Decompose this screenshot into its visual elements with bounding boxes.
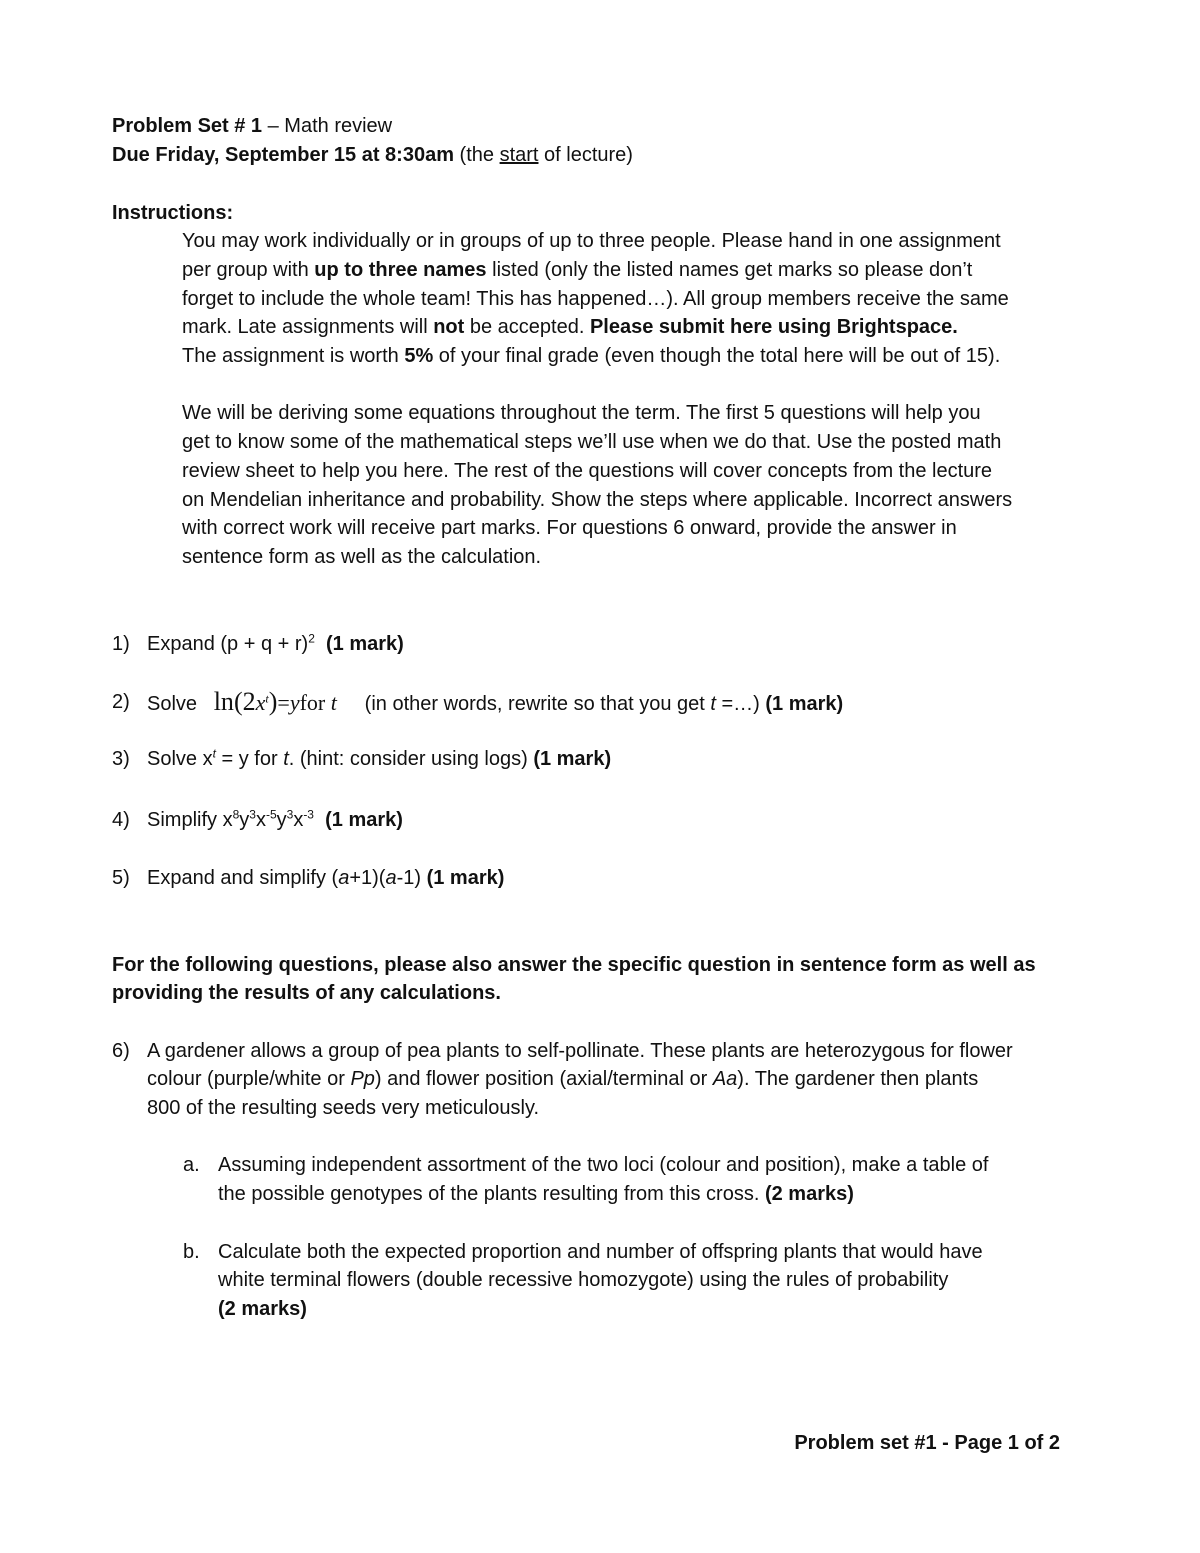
- q5-mid: +1)(: [349, 867, 386, 889]
- p1-l5-bold: 5%: [404, 345, 434, 367]
- q6-line1: A gardener allows a group of pea plants to self-pollinate. These plants are heterozygous for flower: [147, 1040, 1013, 1062]
- instructions-p2-line5: with correct work will receive part marks. For questions 6 onward, provide the answer in: [182, 517, 957, 539]
- title-rest: – Math review: [262, 115, 393, 137]
- q3-text: [147, 745, 611, 773]
- q6a-label: a.: [183, 1154, 200, 1176]
- q4-y1: y: [239, 809, 250, 831]
- q6-number: 6): [112, 1040, 130, 1062]
- q3-pre: Solve x: [147, 748, 213, 770]
- q4-marks: (1 mark): [325, 809, 403, 831]
- p1-l2-pre: per group with: [182, 259, 315, 281]
- q2-equation: [213, 687, 337, 716]
- q2-text: [147, 688, 843, 718]
- q2-hint-post: =…): [715, 693, 766, 715]
- q4-text: [147, 806, 403, 834]
- section-note-line1: For the following questions, please also answer the specific question in sentence form as well as: [112, 954, 1036, 976]
- instructions-p1-line2: [182, 256, 972, 284]
- instructions-p1-line5: [182, 342, 1000, 370]
- eq-sup: t: [265, 691, 269, 706]
- eq-close: ): [268, 687, 278, 716]
- q4-s5: -3: [303, 807, 314, 822]
- eq-for: for: [299, 690, 331, 715]
- due-pre: (the: [454, 144, 500, 166]
- q5-a1: a: [338, 867, 350, 889]
- q3-marks: (1 mark): [533, 748, 612, 770]
- instructions-p2-line2: get to know some of the mathematical steps we’ll use when we do that. Use the posted math: [182, 431, 1002, 453]
- q6b-line1: Calculate both the expected proportion and number of offspring plants that would have: [218, 1241, 983, 1263]
- q6-line2: [147, 1065, 978, 1093]
- due-date: [112, 141, 633, 169]
- section-note-line2: providing the results of any calculations.: [112, 982, 501, 1004]
- eq-t: t: [330, 690, 337, 715]
- p1-l4-pre: mark. Late assignments will: [182, 316, 434, 338]
- q1-marks: (1 mark): [326, 633, 404, 655]
- q4-pre: Simplify x: [147, 809, 233, 831]
- q4-s4: 3: [286, 807, 294, 822]
- q5-number: 5): [112, 867, 130, 889]
- q3-post: . (hint: consider using logs): [288, 748, 534, 770]
- instructions-p2-line4: on Mendelian inheritance and probability. Show the steps where applicable. Incorrect answers: [182, 489, 1013, 511]
- instructions-p1-line3: forget to include the whole team! This has happened…). All group members receive the same: [182, 288, 1009, 310]
- instructions-p2-line3: review sheet to help you here. The rest of the questions will cover concepts from the lecture: [182, 460, 993, 482]
- instructions-p2-line1: We will be deriving some equations throughout the term. The first 5 questions will help you: [182, 402, 981, 424]
- q5-post: -1): [396, 867, 427, 889]
- q6-genotype-aa: Aa: [712, 1068, 738, 1090]
- q6a-line2: [218, 1180, 854, 1208]
- q6-l2-mid: ) and flower position (axial/terminal or: [374, 1068, 713, 1090]
- q4-y2: y: [276, 809, 287, 831]
- p1-l2-post: listed (only the listed names get marks so please don’t: [486, 259, 973, 281]
- q6-line3: 800 of the resulting seeds very meticulously.: [147, 1097, 540, 1119]
- q6b-marks: (2 marks): [218, 1298, 307, 1320]
- q5-marks: (1 mark): [426, 867, 505, 889]
- p1-l4-mid: be accepted.: [464, 316, 590, 338]
- q2-hint-pre: (in other words, rewrite so that you get: [364, 693, 711, 715]
- q2-hint-t: t: [710, 693, 716, 715]
- q6-l2-post: ). The gardener then plants: [737, 1068, 979, 1090]
- q1-pre: Expand (p + q + r): [147, 633, 309, 655]
- q5-a2: a: [385, 867, 397, 889]
- q4-s2: 3: [249, 807, 256, 822]
- p1-l4-bold1: not: [433, 316, 465, 338]
- q6b-label: b.: [183, 1241, 200, 1263]
- p1-l4-bold2: Please submit here using Brightspace.: [589, 316, 958, 338]
- instructions-p2-line6: sentence form as well as the calculation.: [182, 546, 542, 568]
- document-title: [112, 112, 392, 140]
- q4-x2: x: [255, 809, 266, 831]
- q6a-line1: Assuming independent assortment of the two loci (colour and position), make a table of: [218, 1154, 989, 1176]
- q5-text: [147, 864, 504, 892]
- q3-sup: t: [212, 746, 216, 761]
- due-start: start: [499, 144, 539, 166]
- q1-sup: 2: [308, 631, 315, 646]
- q3-t: t: [283, 748, 289, 770]
- title-bold: Problem Set # 1: [112, 115, 263, 137]
- q6a-l2-pre: the possible genotypes of the plants resulting from this cross.: [218, 1183, 765, 1205]
- due-bold: Due Friday, September 15 at 8:30am: [112, 144, 454, 166]
- p1-l2-bold: up to three names: [314, 259, 487, 281]
- q6a-marks: (2 marks): [764, 1183, 854, 1205]
- eq-x: x: [255, 690, 266, 715]
- q1-number: 1): [112, 633, 130, 655]
- q3-mid: = y for: [215, 748, 284, 770]
- eq-ln: ln: [213, 687, 234, 716]
- q2-number: 2): [112, 691, 130, 713]
- eq-open: (2: [233, 687, 256, 716]
- p1-l5-post: of your final grade (even though the total here will be out of 15).: [433, 345, 1001, 367]
- instructions-p1-line1: You may work individually or in groups of up to three people. Please hand in one assignment: [182, 230, 1001, 252]
- instructions-p1-line4: [182, 313, 958, 341]
- q6b-line2: white terminal flowers (double recessive homozygote) using the rules of probability: [218, 1269, 949, 1291]
- eq-y: y: [289, 690, 300, 715]
- eq-equals: =: [277, 690, 290, 715]
- q6-l2-pre: colour (purple/white or: [147, 1068, 351, 1090]
- due-post: of lecture): [538, 144, 633, 166]
- q2-pre: Solve: [147, 693, 198, 715]
- p1-l5-pre: The assignment is worth: [182, 345, 405, 367]
- q5-pre: Expand and simplify (: [147, 867, 339, 889]
- q4-s3: -5: [265, 807, 277, 822]
- page-footer: Problem set #1 - Page 1 of 2: [794, 1432, 1060, 1454]
- q4-x3: x: [293, 809, 304, 831]
- q1-text: [147, 630, 404, 658]
- q3-number: 3): [112, 748, 130, 770]
- q6-genotype-pp: Pp: [350, 1068, 375, 1090]
- q4-s1: 8: [232, 807, 240, 822]
- q2-marks: (1 mark): [765, 693, 844, 715]
- q4-number: 4): [112, 809, 130, 831]
- instructions-heading: Instructions:: [112, 202, 234, 224]
